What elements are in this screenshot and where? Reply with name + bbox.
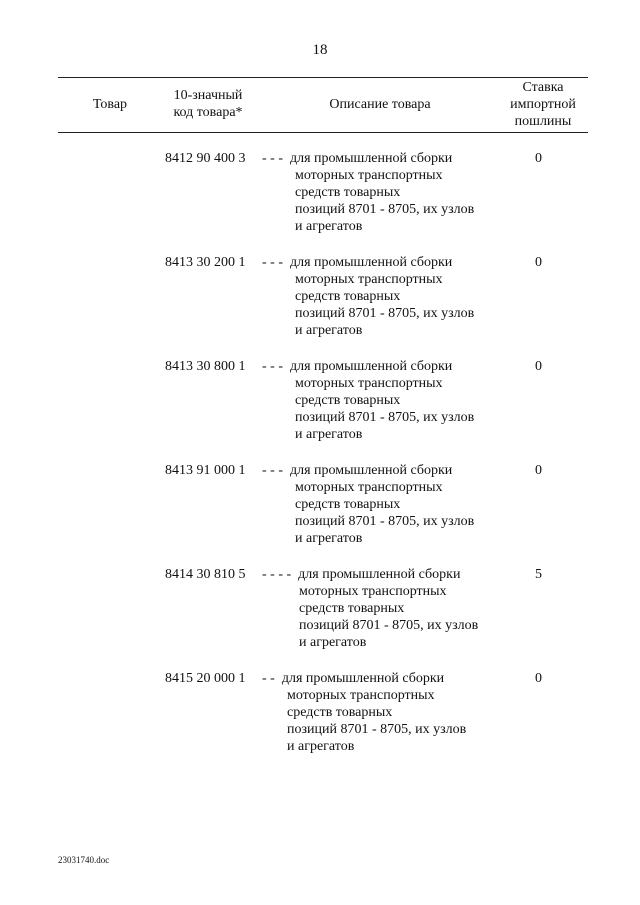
document-filename: 23031740.doc [58,855,110,865]
row-desc-line5: и агрегатов [295,323,363,338]
row-desc-line1: для промышленной сборки [290,255,453,270]
row-desc-line5: и агрегатов [295,219,363,234]
row-desc-line1: для промышленной сборки [281,671,445,686]
row-desc-line3: средств товарных [299,601,405,616]
header-rate-line1: Ставка [522,80,564,95]
row-description [262,462,474,547]
table-top-rule [58,77,588,78]
row-description [262,670,466,755]
table-row [0,670,640,774]
row-desc-line2: моторных транспортных [295,376,443,391]
row-code: 8414 30 810 5 [165,567,246,582]
row-desc-line4: позиций 8701 - 8705, их узлов [295,202,475,217]
row-rate: 5 [535,567,542,582]
header-code-line1: 10-значный [173,88,243,103]
header-rate [498,79,588,130]
row-desc-line2: моторных транспортных [287,688,435,703]
row-code: 8415 20 000 1 [165,671,246,686]
row-desc-line1: для промышленной сборки [290,463,453,478]
page-number: 18 [312,42,328,58]
row-rate: 0 [535,463,542,478]
row-description [262,358,474,443]
row-desc-line5: и агрегатов [299,635,367,650]
row-dash: - - - [262,151,283,166]
row-rate: 0 [535,671,542,686]
header-rate-line3: пошлины [514,114,572,129]
row-desc-line3: средств товарных [287,705,393,720]
row-desc-line3: средств товарных [295,185,401,200]
row-code: 8412 90 400 3 [165,151,246,166]
row-desc-line3: средств товарных [295,497,401,512]
row-desc-line5: и агрегатов [295,531,363,546]
row-desc-line3: средств товарных [295,289,401,304]
row-desc-line5: и агрегатов [295,427,363,442]
header-code-line2: код товара* [173,105,243,120]
row-desc-line3: средств товарных [295,393,401,408]
row-dash: - - - [262,255,283,270]
table-body [0,150,640,774]
row-description [262,150,474,235]
row-code: 8413 30 200 1 [165,255,246,270]
row-desc-line4: позиций 8701 - 8705, их узлов [295,306,475,321]
row-desc-line1: для промышленной сборки [290,151,453,166]
table-row [0,150,640,254]
row-code: 8413 91 000 1 [165,463,246,478]
row-desc-line4: позиций 8701 - 8705, их узлов [295,410,475,425]
table-row [0,254,640,358]
row-desc-line2: моторных транспортных [295,168,443,183]
header-rate-line2: импортной [510,97,576,112]
row-rate: 0 [535,255,542,270]
row-dash: - - - [262,359,283,374]
row-desc-line5: и агрегатов [287,739,355,754]
row-dash: - - [262,671,275,686]
row-description [262,254,474,339]
row-desc-line2: моторных транспортных [295,480,443,495]
row-description [262,566,478,651]
header-code [158,87,258,121]
row-desc-line2: моторных транспортных [299,584,447,599]
header-description: Описание товара [329,97,431,112]
row-rate: 0 [535,151,542,166]
row-desc-line2: моторных транспортных [295,272,443,287]
row-desc-line4: позиций 8701 - 8705, их узлов [295,514,475,529]
row-desc-line4: позиций 8701 - 8705, их узлов [287,722,467,737]
header-tovar: Товар [92,97,128,112]
table-header-rule [58,132,588,133]
table-row [0,462,640,566]
row-desc-line4: позиций 8701 - 8705, их узлов [299,618,479,633]
row-dash: - - - [262,463,283,478]
row-code: 8413 30 800 1 [165,359,246,374]
row-rate: 0 [535,359,542,374]
table-row [0,566,640,670]
row-desc-line1: для промышленной сборки [298,567,461,582]
row-desc-line1: для промышленной сборки [290,359,453,374]
table-row [0,358,640,462]
row-dash: - - - - [262,567,292,582]
